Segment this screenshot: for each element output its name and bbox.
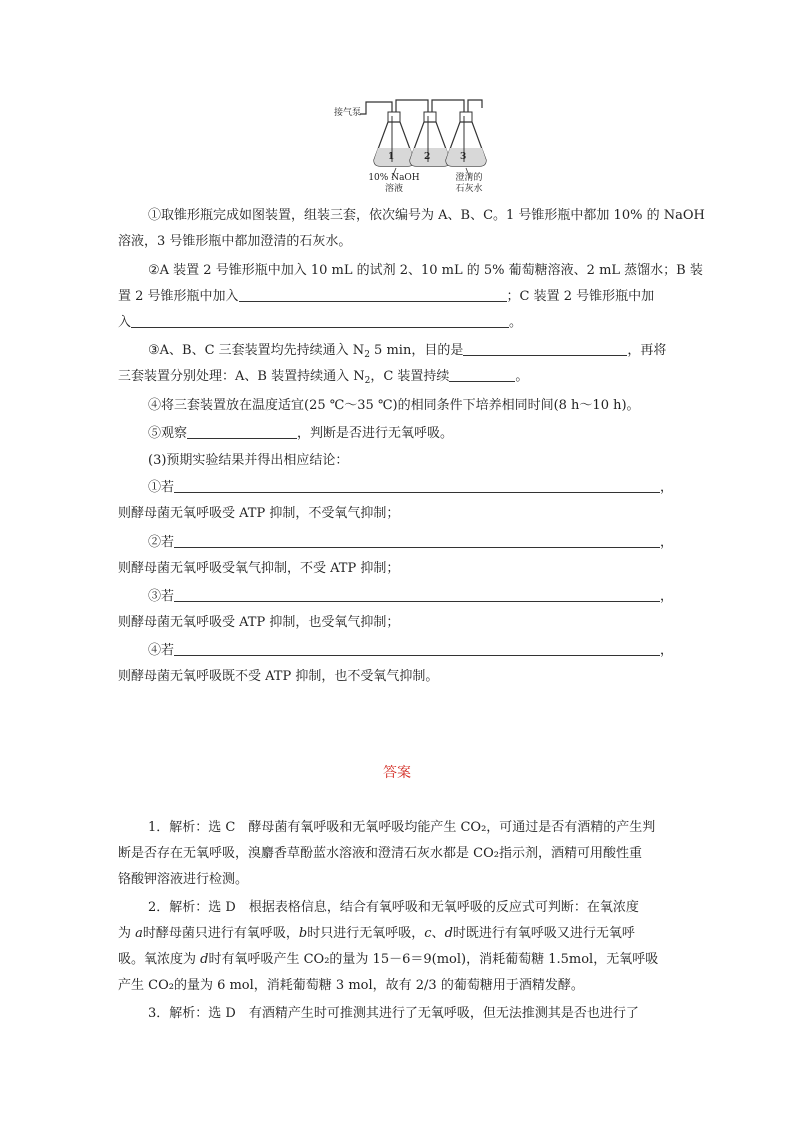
apparatus-figure [330, 96, 490, 196]
result-3-condition [148, 587, 678, 607]
result-3-prefix: ③若 [148, 589, 175, 604]
result-2-prefix: ②若 [148, 535, 175, 550]
answer-2-line-4: 产生 CO₂的量为 6 mol，消耗葡萄糖 3 mol，故有 2/3 的葡萄糖用于酒精发酵。 [118, 978, 584, 993]
step-3-text-c: ，再将 [627, 343, 667, 358]
a2-var-d: d [444, 926, 453, 941]
step-2-line-3 [118, 313, 678, 333]
result-2-condition [148, 533, 678, 553]
step-5 [148, 424, 678, 444]
result-3-conclusion: 则酵母菌无氧呼吸受 ATP 抑制，也受氧气抑制； [118, 615, 400, 630]
step-2-line-2 [118, 287, 678, 307]
flask-3-label: 3 [460, 152, 467, 162]
answer-blank-c[interactable] [131, 313, 509, 328]
answer-blank-result-2[interactable] [174, 533, 660, 548]
step-3-text-d: 三套装置分别处理：A、B 装置持续通入 N [118, 369, 365, 384]
step-1-line-2: 溶液，3 号锥形瓶中都加澄清的石灰水。 [118, 234, 352, 249]
part-3-heading: (3)预期实验结果并得出相应结论： [148, 453, 349, 468]
flask-1-label: 1 [388, 152, 395, 162]
step-3-line-2 [118, 367, 678, 387]
result-2-comma: ， [660, 535, 674, 550]
step-2-text-c: 入 [118, 315, 132, 330]
naoh-caption [364, 173, 424, 195]
answer-blank-result-3[interactable] [174, 587, 660, 602]
answer-blank-observe[interactable] [187, 424, 297, 439]
a2-text-6: 吸。氧浓度为 [118, 952, 201, 967]
answer-2-line-3 [118, 950, 678, 970]
result-4-prefix: ④若 [148, 643, 175, 658]
step-5-text-a: ⑤观察 [148, 426, 188, 441]
result-2-conclusion: 则酵母菌无氧呼吸受氧气抑制，不受 ATP 抑制； [118, 561, 400, 576]
answer-blank-purpose[interactable] [463, 341, 627, 356]
limewater-caption-line2: 石灰水 [455, 184, 483, 194]
step-5-text-b: ，判断是否进行无氧呼吸。 [297, 426, 454, 441]
answer-blank-result-4[interactable] [174, 641, 660, 656]
step-2-text-a: 置 2 号锥形瓶中加入 [118, 289, 239, 304]
n2-subscript: 2 [364, 350, 370, 360]
a2-var-c: c [424, 926, 432, 941]
result-4-condition [148, 641, 678, 661]
result-1-comma: ， [660, 480, 674, 495]
answer-1-line-2: 断是否存在无氧呼吸，溴麝香草酚蓝水溶液和澄清石灰水都是 CO₂指示剂，酒精可用酸性重 [118, 846, 642, 861]
result-3-comma: ， [660, 589, 674, 604]
result-1-conclusion: 则酵母菌无氧呼吸受 ATP 抑制，不受氧气抑制； [118, 506, 400, 521]
answer-2-line-1: 2．解析：选 D 根据表格信息，结合有氧呼吸和无氧呼吸的反应式可判断：在氧浓度 [148, 900, 639, 915]
step-4: ④将三套装置放在温度适宜(25 ℃～35 ℃)的相同条件下培养相同时间(8 h～10 h)。 [148, 398, 640, 413]
result-1-condition [148, 478, 678, 498]
step-3-text-b: 5 min，目的是 [369, 343, 464, 358]
a2-var-d-2: d [200, 952, 209, 967]
a2-var-b: b [298, 926, 308, 941]
answer-blank-result-1[interactable] [174, 478, 660, 493]
step-3-line-1 [148, 341, 678, 361]
naoh-caption-line2: 溶液 [384, 184, 403, 194]
flask-2-label: 2 [424, 152, 431, 162]
result-4-comma: ， [660, 643, 674, 658]
limewater-caption-line1: 澄清的 [455, 173, 483, 183]
naoh-caption-line1: 10% NaOH [368, 173, 420, 183]
answer-2-line-2 [118, 924, 678, 944]
answer-1-line-1: 1．解析：选 C 酵母菌有氧呼吸和无氧呼吸均能产生 CO₂，可通过是否有酒精的产生判 [148, 820, 656, 835]
step-2-text-b: ；C 装置 2 号锥形瓶中加 [506, 289, 655, 304]
a2-text-3: 时只进行无氧呼吸， [307, 926, 425, 941]
step-1-line-1: ①取锥形瓶完成如图装置，组装三套，依次编号为 A、B、C。1 号锥形瓶中都加 10% 的 NaOH [148, 208, 705, 223]
step-2-text-d: 。 [509, 315, 523, 330]
step-3-text-a: ③A、B、C 三套装置均先持续通入 N [148, 343, 365, 358]
answer-heading: 答案 [383, 765, 411, 781]
a2-text-1: 为 [118, 926, 136, 941]
a2-var-a: a [135, 926, 143, 941]
step-3-text-e: ，C 装置持续 [370, 369, 450, 384]
step-2-line-1: ②A 装置 2 号锥形瓶中加入 10 mL 的试剂 2、10 mL 的 5% 葡萄糖溶液、2 mL 蒸馏水；B 装 [148, 263, 703, 278]
answer-blank-b[interactable] [239, 287, 507, 302]
result-1-prefix: ①若 [148, 480, 175, 495]
limewater-caption [446, 173, 492, 195]
a2-text-7: 时有氧呼吸产生 CO₂的量为 15－6＝9(mol)，消耗葡萄糖 1.5mol，无氧呼吸 [208, 952, 659, 967]
step-3-text-f: 。 [515, 369, 529, 384]
a2-text-5: 时既进行有氧呼吸又进行无氧呼 [452, 926, 635, 941]
answer-blank-continue[interactable] [449, 367, 515, 382]
answer-3-line-1: 3．解析：选 D 有酒精产生时可推测其进行了无氧呼吸，但无法推测其是否也进行了 [148, 1006, 639, 1021]
a2-text-2: 时酵母菌只进行有氧呼吸， [142, 926, 299, 941]
pump-label: 接气泵 [334, 108, 362, 118]
answer-1-line-3: 铬酸钾溶液进行检测。 [118, 872, 249, 887]
a2-text-4: 、 [431, 926, 445, 941]
n2-subscript-2: 2 [364, 376, 371, 386]
result-4-conclusion: 则酵母菌无氧呼吸既不受 ATP 抑制，也不受氧气抑制。 [118, 669, 439, 684]
